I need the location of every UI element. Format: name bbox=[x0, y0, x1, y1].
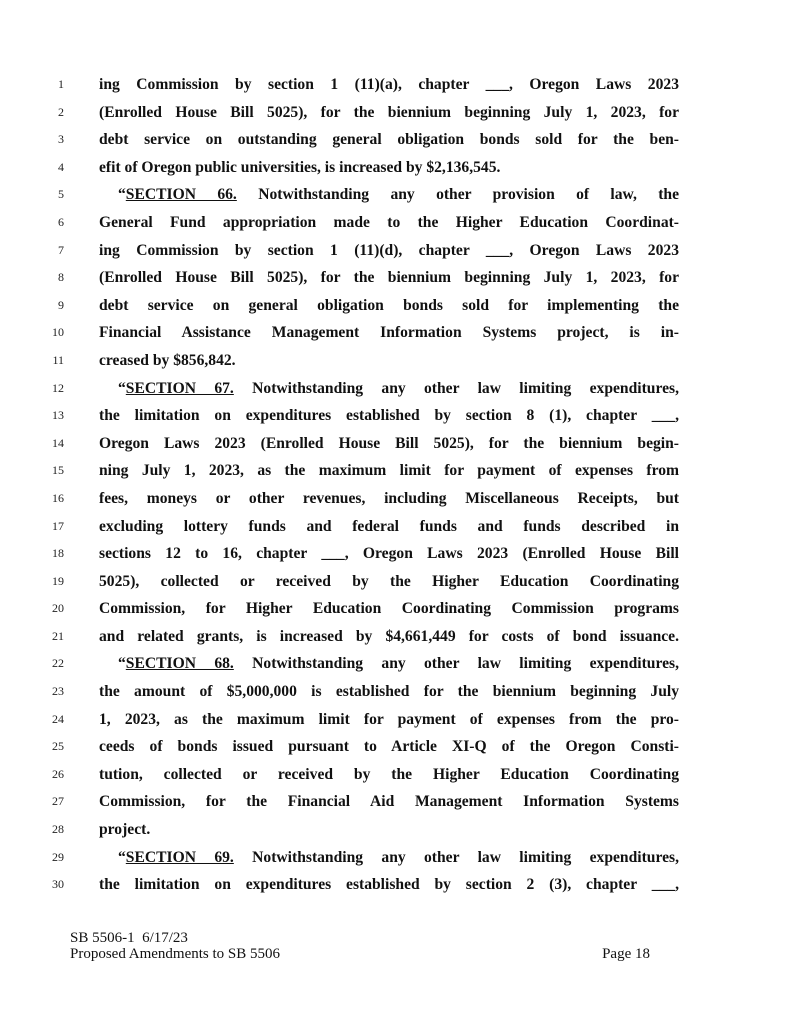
line-text: debt service on general obligation bonds sold for implementing the bbox=[99, 296, 679, 314]
line-number: 29 bbox=[52, 849, 64, 864]
line-text: 1, 2023, as the maximum limit for payment of expenses from the pro- bbox=[99, 710, 679, 728]
line-number: 19 bbox=[52, 573, 64, 588]
footer-title: Proposed Amendments to SB 5506 bbox=[70, 946, 281, 962]
document-line bbox=[0, 181, 800, 209]
line-number: 4 bbox=[58, 159, 64, 174]
document-line bbox=[0, 733, 800, 761]
document-line bbox=[0, 99, 800, 127]
section-heading: SECTION 69. bbox=[125, 848, 234, 866]
document-line bbox=[0, 457, 800, 485]
line-number: 3 bbox=[58, 132, 64, 147]
document-body bbox=[0, 71, 800, 899]
line-number: 28 bbox=[52, 822, 64, 837]
line-text: Oregon Laws 2023 (Enrolled House Bill 5025), for the biennium begin- bbox=[99, 434, 679, 452]
line-text: the amount of $5,000,000 is established for the biennium beginning July bbox=[99, 683, 679, 701]
document-line bbox=[0, 71, 800, 99]
document-line bbox=[0, 513, 800, 541]
document-line bbox=[0, 595, 800, 623]
section-heading: SECTION 66. bbox=[125, 186, 237, 204]
line-number: 11 bbox=[52, 352, 64, 367]
line-number: 30 bbox=[52, 877, 64, 892]
line-number: 13 bbox=[52, 408, 64, 423]
line-number: 14 bbox=[52, 435, 64, 450]
page-footer bbox=[70, 930, 650, 962]
line-number: 17 bbox=[52, 518, 64, 533]
document-line bbox=[0, 154, 800, 182]
document-line bbox=[0, 319, 800, 347]
line-number: 18 bbox=[52, 546, 64, 561]
document-line bbox=[0, 816, 800, 844]
document-line bbox=[0, 402, 800, 430]
line-number: 26 bbox=[52, 766, 64, 781]
line-text: the limitation on expenditures established by section 8 (1), chapter ___, bbox=[99, 407, 679, 425]
document-line bbox=[0, 844, 800, 872]
line-text: ing Commission by section 1 (11)(d), chapter ___, Oregon Laws 2023 bbox=[99, 241, 679, 259]
document-line bbox=[0, 871, 800, 899]
document-line bbox=[0, 678, 800, 706]
line-text: Financial Assistance Management Information Systems project, is in- bbox=[99, 324, 679, 342]
document-line bbox=[0, 126, 800, 154]
line-number: 10 bbox=[52, 325, 64, 340]
document-line bbox=[0, 485, 800, 513]
document-line bbox=[0, 761, 800, 789]
line-number: 24 bbox=[52, 711, 64, 726]
line-number: 20 bbox=[52, 601, 64, 616]
line-text: Commission, for the Financial Aid Management Information Systems bbox=[99, 793, 679, 811]
line-number: 21 bbox=[52, 628, 64, 643]
line-text: Commission, for Higher Education Coordinating Commission programs bbox=[99, 600, 679, 618]
document-line bbox=[0, 237, 800, 265]
footer-bill-id: SB 5506-1 6/17/23 bbox=[70, 930, 188, 946]
section-heading: SECTION 67. bbox=[125, 379, 234, 397]
document-line bbox=[0, 264, 800, 292]
line-text: 5025), collected or received by the Higher Education Coordinating bbox=[99, 572, 679, 590]
line-text: (Enrolled House Bill 5025), for the biennium beginning July 1, 2023, for bbox=[99, 103, 679, 121]
line-number: 5 bbox=[58, 187, 64, 202]
document-line bbox=[0, 650, 800, 678]
line-number: 12 bbox=[52, 380, 64, 395]
line-text: debt service on outstanding general obligation bonds sold for the ben- bbox=[99, 131, 679, 149]
line-text: ing Commission by section 1 (11)(a), chapter ___, Oregon Laws 2023 bbox=[99, 76, 679, 93]
line-number: 8 bbox=[58, 270, 64, 285]
line-text: ceeds of bonds issued pursuant to Article XI-Q of the Oregon Consti- bbox=[99, 738, 679, 756]
line-number: 22 bbox=[52, 656, 64, 671]
line-text: “SECTION 67. Notwithstanding any other law limiting expenditures, bbox=[118, 379, 679, 397]
document-line bbox=[0, 623, 800, 651]
line-text: project. bbox=[99, 821, 151, 839]
line-number: 6 bbox=[58, 214, 64, 229]
line-number: 2 bbox=[58, 104, 64, 119]
line-text: and related grants, is increased by $4,661,449 for costs of bond issuance. bbox=[99, 627, 679, 645]
line-text: the limitation on expenditures established by section 2 (3), chapter ___, bbox=[99, 876, 679, 894]
document-line bbox=[0, 375, 800, 403]
page-number: Page 18 bbox=[602, 946, 650, 962]
line-number: 7 bbox=[58, 242, 64, 257]
line-number: 23 bbox=[52, 684, 64, 699]
line-text: (Enrolled House Bill 5025), for the biennium beginning July 1, 2023, for bbox=[99, 269, 679, 287]
line-number: 9 bbox=[58, 297, 64, 312]
document-line bbox=[0, 540, 800, 568]
line-text: “SECTION 69. Notwithstanding any other law limiting expenditures, bbox=[118, 848, 679, 866]
line-text: “SECTION 66. Notwithstanding any other provision of law, the bbox=[118, 186, 679, 204]
line-text: creased by $856,842. bbox=[99, 351, 236, 369]
line-text: sections 12 to 16, chapter ___, Oregon Laws 2023 (Enrolled House Bill bbox=[99, 545, 679, 563]
section-heading: SECTION 68. bbox=[125, 655, 234, 673]
line-number: 15 bbox=[52, 463, 64, 478]
document-line bbox=[0, 788, 800, 816]
line-text: “SECTION 68. Notwithstanding any other law limiting expenditures, bbox=[118, 655, 679, 673]
document-line bbox=[0, 568, 800, 596]
line-number: 25 bbox=[52, 739, 64, 754]
line-text: excluding lottery funds and federal funds and funds described in bbox=[99, 517, 679, 535]
line-number: 27 bbox=[52, 794, 64, 809]
line-text: tution, collected or received by the Higher Education Coordinating bbox=[99, 765, 679, 783]
document-line bbox=[0, 347, 800, 375]
line-text: General Fund appropriation made to the Higher Education Coordinat- bbox=[99, 213, 679, 231]
line-text: fees, moneys or other revenues, including Miscellaneous Receipts, but bbox=[99, 489, 679, 507]
line-text: ning July 1, 2023, as the maximum limit for payment of expenses from bbox=[99, 462, 679, 480]
document-line bbox=[0, 706, 800, 734]
line-number: 1 bbox=[58, 77, 64, 91]
document-line bbox=[0, 430, 800, 458]
line-number: 16 bbox=[52, 490, 64, 505]
document-line bbox=[0, 209, 800, 237]
document-line bbox=[0, 292, 800, 320]
line-text: efit of Oregon public universities, is increased by $2,136,545. bbox=[99, 158, 501, 176]
